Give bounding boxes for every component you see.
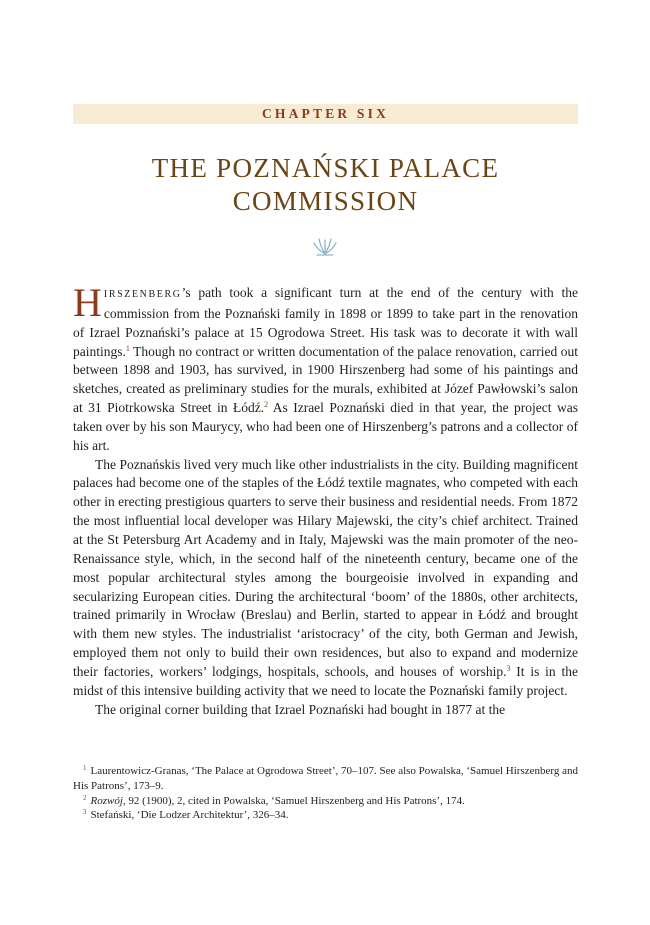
body-text — [73, 280, 579, 719]
footnote-3 — [73, 808, 578, 823]
drop-cap: H — [73, 280, 102, 325]
paragraph-2 — [73, 456, 578, 701]
footnote-number: 1 — [83, 764, 87, 772]
footnote-1 — [73, 764, 578, 794]
chapter-title-line-2: COMMISSION — [232, 186, 419, 216]
lotus-ornament-icon — [309, 234, 341, 258]
footnote-italic-title: Rozwój — [90, 794, 123, 807]
paragraph-1-text-b: Though no contract or written documentation of the palace renovation, carried out between 1898 and 1903, has survived, in 1900 Hirszenberg had some of his paintings and sketches, created as preliminary studies for the murals, exhibited at Józef Pawłowski’s salon at 31 Piotrkowska Street in Łódź. — [73, 343, 578, 416]
paragraph-1 — [73, 280, 578, 456]
paragraph-2-text-b: It is in the midst of this intensive building activity that we need to locate the Poznański family project. — [73, 663, 579, 698]
chapter-label-band — [73, 104, 578, 124]
footnote-text: Laurentowicz-Granas, ‘The Palace at Ogrodowa Street’, 70–107. See also Powalska, ‘Samuel Hirszenberg and His Patrons’, 173–9. — [73, 765, 578, 792]
chapter-title-line-1: THE POZNAŃSKI PALACE — [151, 153, 500, 183]
footnote-ref-3[interactable]: 3 — [506, 663, 511, 673]
paragraph-1-text-c: As Izrael Poznański died in that year, the project was taken over by his son Maurycy, who had been one of Hirszenberg’s patrons and a collector of his art. — [73, 400, 578, 453]
footnote-number: 3 — [83, 808, 87, 817]
paragraph-3-text: The original corner building that Izrael Poznański had bought in 1877 at the — [95, 701, 506, 717]
footnote-2 — [73, 794, 578, 809]
paragraph-2-text-a: The Poznańskis lived very much like other industrialists in the city. Building magnificent palaces had become one of the staples of the Łódź textile magnates, who competed with each other in erecting prestigious quarters to serve their business and residential needs. From 1872 the most influential local developer was Hilary Majewski, the city’s chief architect. Trained at the St Petersburg Art Academy and in Italy, Majewski was the main promoter of the neo-Renaissance style, which, in the second half of the nineteenth century, became one of the most popular architectural styles among the bourgeoisie involved in expanding and secularizing European cities. During the architectural ‘boom’ of the 1880s, other architects, trained primarily in Wrocław (Breslau) and Berlin, started to appear in Łódź and brought with them new styles. The industrialist ‘aristocracy’ of the city, both German and Jewish, employed them not only to build their own residences, but also to expand and modernize their factories, workers’ lodgings, hospitals, schools, and houses of worship. — [73, 456, 578, 679]
chapter-title — [73, 152, 578, 218]
lead-smallcaps: IRSZENBERG — [103, 289, 182, 300]
footnote-number: 2 — [83, 793, 87, 802]
footnote-ref-2[interactable]: 2 — [264, 400, 269, 410]
footnote-text: Stefański, ‘Die Lodzer Architektur’, 326–34. — [90, 809, 289, 822]
footnotes — [73, 764, 578, 823]
chapter-label: CHAPTER SIX — [261, 106, 390, 121]
paragraph-3 — [73, 701, 578, 720]
paragraph-1-text-a: ’s path took a significant turn at the end of the century with the commission from the Poznański family in 1898 or 1899 to take part in the renovation of Izrael Poznański’s palace at 15 Ogrodowa Street. His task was to decorate it with wall paintings. — [73, 285, 578, 359]
footnote-text: , 92 (1900), 2, cited in Powalska, ‘Samuel Hirszenberg and His Patrons’, 174. — [122, 794, 465, 807]
footnote-ref-1[interactable]: 1 — [125, 343, 130, 353]
